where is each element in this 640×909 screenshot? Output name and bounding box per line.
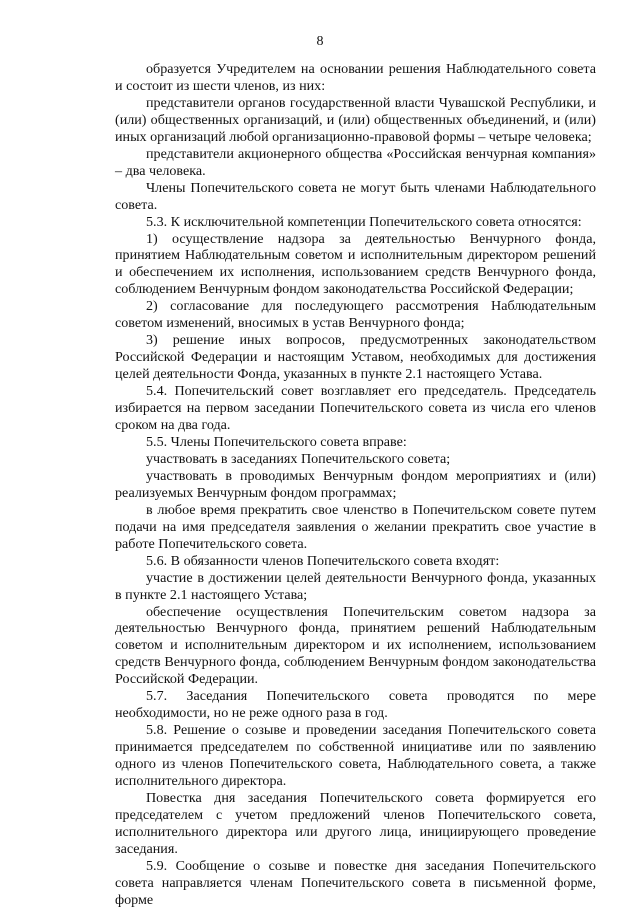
- list-item: 3) решение иных вопросов, предусмотренных законодательством Российской Федерации и настоящим Уставом, необходимых для достижения целей деятельности Фонда, указанных в пункте 2.1 настоящего Устава.: [115, 332, 596, 383]
- paragraph: 5.4. Попечительский совет возглавляет его председатель. Председатель избирается на первом заседании Попечительского совета из числа его членов сроком на два года.: [115, 383, 596, 434]
- list-item: обеспечение осуществления Попечительским советом надзора за деятельностью Венчурного фонда, принятием решений Наблюдательным советом и исполнительным директором и их исполнением, использованием средств Венчурного фонда, соблюдением Венчурным фондом законодательства Российской Федерации.: [115, 603, 596, 688]
- section-heading: 5.3. К исключительной компетенции Попечительского совета относятся:: [146, 213, 582, 230]
- page-number: 8: [316, 34, 324, 49]
- paragraph: представители органов государственной власти Чувашской Республики, и (или) общественных организаций, и (или) общественных объединений, и (или) иных организаций любой организационно-правовой формы – четыре человека;: [115, 94, 596, 145]
- paragraph: образуется Учредителем на основании решения Наблюдательного совета и состоит из шести членов, из них:: [115, 61, 596, 94]
- paragraph: представители акционерного общества «Российская венчурная компания» – два человека.: [115, 145, 596, 179]
- paragraph: Члены Попечительского совета не могут быть членами Наблюдательного совета.: [115, 179, 596, 213]
- list-item: 2) согласование для последующего рассмотрения Наблюдательным советом изменений, вносимых в устав Венчурного фонда;: [115, 298, 596, 332]
- list-item: 1) осуществление надзора за деятельностью Венчурного фонда, принятием Наблюдательным советом и исполнительным директором решений и обеспечением их исполнения, использованием средств Венчурного фонда, соблюдением Венчурным фондом законодательства Российской Федерации;: [115, 230, 596, 298]
- paragraph: 5.8. Решение о созыве и проведении заседания Попечительского совета принимается председателем по собственной инициативе или по заявлению одного из членов Попечительского совета, Наблюдательного совета, а также исполнительного директора.: [115, 722, 596, 790]
- paragraph: 5.7. Заседания Попечительского совета проводятся по мере необходимости, но не реже одного раза в год.: [115, 688, 596, 722]
- section-heading: 5.5. Члены Попечительского совета вправе:: [146, 433, 407, 450]
- list-item: участвовать в проводимых Венчурным фондом мероприятиях и (или) реализуемых Венчурным фондом программах;: [115, 467, 596, 501]
- list-item: участвовать в заседаниях Попечительского совета;: [146, 450, 451, 467]
- list-item: участие в достижении целей деятельности Венчурного фонда, указанных в пункте 2.1 настоящего Устава;: [115, 569, 596, 603]
- paragraph: Повестка дня заседания Попечительского совета формируется его председателем с учетом предложений членов Попечительского совета, исполнительного директора или другого лица, инициирующего проведение заседания.: [115, 789, 596, 857]
- list-item: в любое время прекратить свое членство в Попечительском совете путем подачи на имя председателя заявления о желании прекратить свое участие в работе Попечительского совета.: [115, 501, 596, 552]
- section-heading: 5.6. В обязанности членов Попечительского совета входят:: [146, 552, 500, 569]
- paragraph: 5.9. Сообщение о созыве и повестке дня заседания Попечительского совета направляется членам Попечительского совета в письменной форме, форме: [115, 857, 596, 908]
- document-body: [115, 61, 596, 909]
